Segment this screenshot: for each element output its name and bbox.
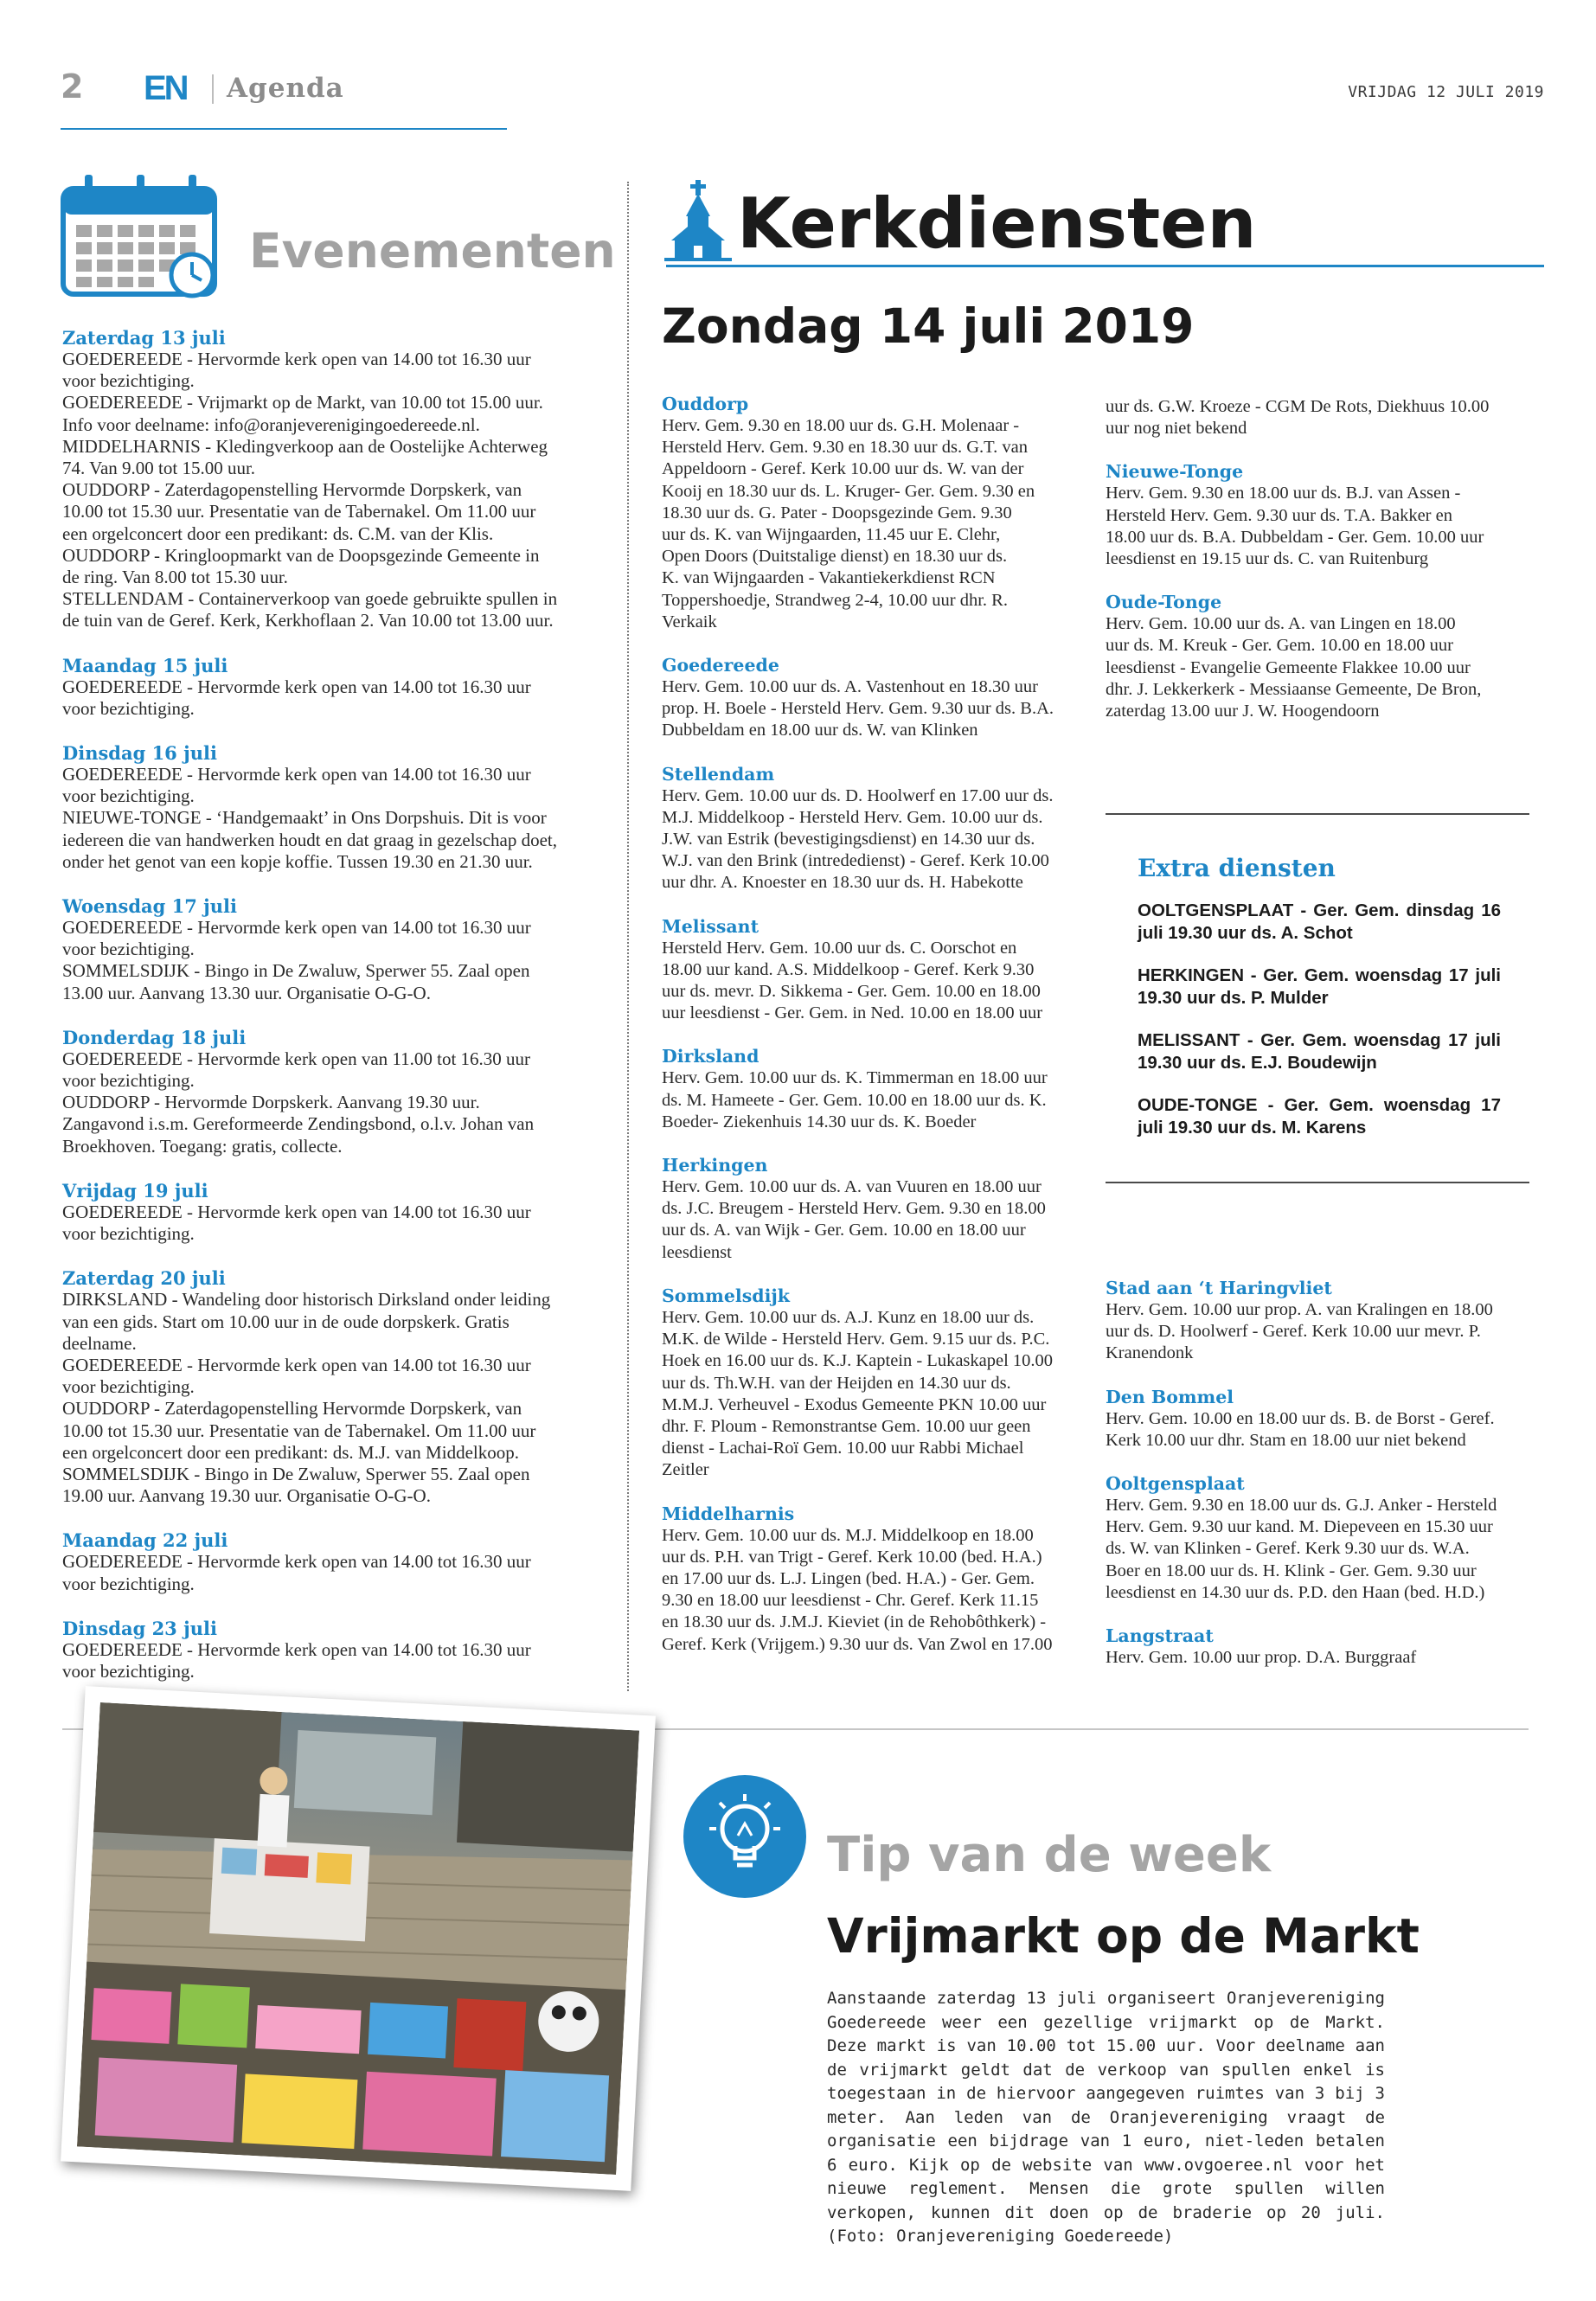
place-heading: Ooltgensplaat xyxy=(1106,1473,1245,1495)
service-text: Hersteld Herv. Gem. 10.00 uur ds. C. Oorschot en 18.00 uur kand. A.S. Middelkoop - Geref. Kerk 9.30 uur ds. mevr. D. Sikkema - Ger. Gem. 10.00 en 18.00 uur leesdienst - Ger. Gem. in Ned. 10.00 en 18.00 uur xyxy=(662,938,1043,1023)
evenementen-title: Evenementen xyxy=(249,223,616,279)
place-heading: Nieuwe-Tonge xyxy=(1106,461,1244,483)
header-rule xyxy=(61,128,507,130)
place-heading: Langstraat xyxy=(1106,1625,1214,1647)
event-day-heading: Dinsdag 16 juli xyxy=(62,742,217,765)
issue-date: VRIJDAG 12 JULI 2019 xyxy=(1348,83,1544,101)
service-text: Herv. Gem. 10.00 uur ds. D. Hoolwerf en 17.00 uur ds. M.J. Middelkoop - Hersteld Herv. Gem. 10.00 uur ds. J.W. van Estrik (bevestigingsdienst) en 14.30 uur ds. W.J. van den Brink (intrededienst) - Geref. Kerk 10.00 uur dhr. A. Knoester en 18.30 uur ds. H. Habekotte xyxy=(662,785,1054,893)
extra-service-item: MELISSANT - Ger. Gem. woensdag 17 juli 19.30 uur ds. E.J. Boudewijn xyxy=(1138,1030,1501,1073)
service-text: Herv. Gem. 10.00 uur ds. A.J. Kunz en 18.00 uur ds. M.K. de Wilde - Hersteld Herv. Gem. 9.15 uur ds. P.C. Hoek en 16.00 uur ds. K.J. Kaptein - Lukaskapel 10.00 uur ds. Th.W.H. van der Heijden en 14.30 uur ds. M.M.J. Verheuvel - Exodus Gemeente PKN 10.00 uur dhr. F. Ploum - Remonstrantse Gem. 10.00 uur geen dienst - Lachai-Roï Gem. 10.00 uur Rabbi Michael Zeitler xyxy=(662,1307,1054,1480)
kerkdiensten-title: Kerkdiensten xyxy=(737,183,1257,264)
place-heading: Goedereede xyxy=(662,655,779,676)
event-day-text: GOEDEREEDE - Hervormde kerk open van 14.00 tot 16.30 uur voor bezichtiging. xyxy=(62,1551,531,1594)
service-text: Herv. Gem. 10.00 en 18.00 uur ds. B. de Borst - Geref. Kerk 10.00 uur dhr. Stam en 18.00 uur niet bekend xyxy=(1106,1408,1495,1450)
list-item xyxy=(62,327,592,632)
list-item xyxy=(62,1529,592,1594)
list-item xyxy=(62,1267,592,1507)
place-heading: Middelharnis xyxy=(662,1503,795,1524)
extra-rule-top xyxy=(1106,813,1529,815)
market-photo-image xyxy=(77,1702,639,2175)
list-item xyxy=(1106,461,1534,570)
event-day-heading: Dinsdag 23 juli xyxy=(62,1617,217,1639)
extra-service-item: OOLTGENSPLAAT - Ger. Gem. dinsdag 16 juli 19.30 uur ds. A. Schot xyxy=(1138,901,1501,943)
list-item xyxy=(62,742,592,873)
extra-service-item: OUDE-TONGE - Ger. Gem. woensdag 17 juli 19.30 uur ds. M. Karens xyxy=(1138,1095,1501,1138)
column-divider xyxy=(627,182,629,1691)
service-text: Herv. Gem. 9.30 en 18.00 uur ds. G.H. Molenaar - Hersteld Herv. Gem. 9.30 en 18.30 uur ds. G.T. van Appeldoorn - Geref. Kerk 10.00 uur ds. W. van der Kooij en 18.30 uur ds. L. Kruger- Ger. Gem. 9.30 en 18.30 uur ds. G. Pater - Doopsgezinde Gem. 9.30 uur ds. K. van Wijngaarden, 11.45 uur E. Clehr, Open Doors (Duitstalige dienst) en 18.30 uur ds. K. van Wijngaarden - Vakantiekerkdienst RCN Toppershoedje, Strandweg 2-4, 10.00 uur dhr. R. Verkaik xyxy=(662,416,1035,631)
header-separator xyxy=(212,74,214,104)
list-item xyxy=(662,764,1090,894)
place-heading: Dirksland xyxy=(662,1046,760,1067)
event-day-heading: Maandag 22 juli xyxy=(62,1529,228,1552)
list-item xyxy=(1106,1625,1538,1669)
event-day-heading: Woensdag 17 juli xyxy=(62,895,237,918)
tip-badge xyxy=(683,1775,806,1898)
place-heading: Stellendam xyxy=(662,763,775,785)
market-photo xyxy=(61,1686,656,2191)
service-text: Herv. Gem. 10.00 uur prop. D.A. Burggraaf xyxy=(1106,1648,1417,1668)
list-item xyxy=(662,1285,1090,1482)
services-column-3 xyxy=(1106,1278,1538,1690)
lightbulb-icon xyxy=(683,1775,806,1898)
list-item xyxy=(662,916,1090,1025)
event-day-text: GOEDEREEDE - Hervormde kerk open van 14.00 tot 16.30 uur voor bezichtiging. GOEDEREEDE - Vrijmarkt op de Markt, van 10.00 tot 15.00 uur. Info voor deelname: info@oranjeverenigingoedereede.nl. MIDDELHARNIS - Kledingverkoop aan de Oostelijke Achterweg 74. Van 9.00 tot 15.00 uur. OUDDORP - Zaterdagopenstelling Hervormde Dorpskerk, van 10.00 tot 15.30 uur. Presentatie van de Tabernakel. Om 11.00 uur een orgelconcert door een predikant: ds. C.M. van der Klis. OUDDORP - Kringloopmarkt van de Doopsgezinde Gemeente in de ring. Van 8.00 tot 15.30 uur. STELLENDAM - Containerverkoop van goede gebruikte spullen in de tuin van de Geref. Kerk, Kerkhoflaan 2. Van 10.00 tot 13.00 uur. xyxy=(62,349,558,631)
service-text: Herv. Gem. 10.00 uur ds. A. van Lingen en 18.00 uur ds. M. Kreuk - Ger. Gem. 10.00 en 18.00 uur leesdienst - Evangelie Gemeente Flakkee 10.00 uur dhr. J. Lekkerkerk - Messiaanse Gemeente, De Bron, zaterdag 13.00 uur J. W. Hoogendoorn xyxy=(1106,614,1482,721)
tip-title: Tip van de week xyxy=(827,1827,1272,1883)
list-item xyxy=(1106,592,1534,722)
place-heading: Stad aan ‘t Haringvliet xyxy=(1106,1278,1332,1298)
event-day-text: GOEDEREEDE - Hervormde kerk open van 14.00 tot 16.30 uur voor bezichtiging. xyxy=(62,676,531,719)
extra-diensten-title: Extra diensten xyxy=(1138,854,1336,882)
list-item xyxy=(62,655,592,720)
event-day-text: GOEDEREEDE - Hervormde kerk open van 14.00 tot 16.30 uur voor bezichtiging. xyxy=(62,1638,531,1682)
church-icon xyxy=(664,180,732,263)
service-text: Herv. Gem. 10.00 uur ds. K. Timmerman en 18.00 uur ds. M. Hameete - Ger. Gem. 10.00 en 18.00 uur ds. K. Boeder- Ziekenhuis 14.30 uur ds. K. Boeder xyxy=(662,1068,1048,1131)
list-item xyxy=(662,655,1090,742)
list-item xyxy=(1106,1278,1538,1365)
services-column-2 xyxy=(1106,396,1534,744)
services-column-1 xyxy=(662,394,1090,1677)
extra-service-item: HERKINGEN - Ger. Gem. woensdag 17 juli 19.30 uur ds. P. Mulder xyxy=(1138,965,1501,1008)
event-day-text: GOEDEREEDE - Hervormde kerk open van 14.00 tot 16.30 uur voor bezichtiging. SOMMELSDIJK - Bingo in De Zwaluw, Sperwer 55. Zaal open 13.00 uur. Aanvang 13.30 uur. Organisatie O-G-O. xyxy=(62,917,531,1003)
event-day-text: GOEDEREEDE - Hervormde kerk open van 11.00 tot 16.30 uur voor bezichtiging. OUDDORP - Hervormde Dorpskerk. Aanvang 19.30 uur. Zangavond i.s.m. Gereformeerde Zendingsbond, o.l.v. Johan van Broekhoven. Toegang: gratis, collecte. xyxy=(62,1048,535,1157)
list-item xyxy=(62,1180,592,1245)
service-continuation: uur ds. G.W. Kroeze - CGM De Rots, Diekhuus 10.00 uur nog niet bekend xyxy=(1106,397,1490,439)
extra-diensten-list xyxy=(1138,900,1501,1159)
list-item xyxy=(662,1503,1090,1656)
place-heading: Den Bommel xyxy=(1106,1386,1234,1407)
section-label: Agenda xyxy=(227,73,344,104)
service-date: Zondag 14 juli 2019 xyxy=(662,298,1195,354)
place-heading: Sommelsdijk xyxy=(662,1285,790,1306)
service-text: Herv. Gem. 9.30 en 18.00 uur ds. G.J. Anker - Hersteld Herv. Gem. 9.30 uur kand. M. Diepeveen en 15.30 uur ds. W. van Klinken - Geref. Kerk 9.30 uur ds. W.A. Boer en 18.00 uur ds. H. Klink - Ger. Gem. 9.30 uur leesdienst en 14.30 uur ds. P.D. den Haan (bed. H.D.) xyxy=(1106,1496,1497,1602)
place-heading: Herkingen xyxy=(662,1155,768,1176)
list-item xyxy=(62,895,592,1004)
list-item xyxy=(662,1046,1090,1133)
event-day-heading: Maandag 15 juli xyxy=(62,654,228,676)
event-day-text: GOEDEREEDE - Hervormde kerk open van 14.00 tot 16.30 uur voor bezichtiging. NIEUWE-TONGE - ‘Handgemaakt’ in Ons Dorpshuis. Dit is voor iedereen die van handwerken houdt en dat graag in gezelschap doet, onder het genot van een kopje koffie. Tussen 19.30 en 21.30 uur. xyxy=(62,764,558,872)
event-day-heading: Donderdag 18 juli xyxy=(62,1026,247,1048)
service-text: Herv. Gem. 10.00 uur ds. M.J. Middelkoop en 18.00 uur ds. P.H. van Trigt - Geref. Kerk 10.00 (bed. H.A.) en 17.00 uur ds. L.J. Lingen (bed. H.A.) - Ger. Gem. 9.30 en 18.00 uur leesdienst - Chr. Geref. Kerk 11.15 en 18.30 uur ds. J.M.J. Kieviet (in de Rehobôthkerk) - Geref. Kerk (Vrijgem.) 9.30 uur ds. Van Zwol en 17.00 xyxy=(662,1525,1053,1654)
place-heading: Oude-Tonge xyxy=(1106,592,1222,613)
extra-rule-bottom xyxy=(1106,1182,1529,1183)
tip-body: Aanstaande zaterdag 13 juli organiseert Oranjevereniging Goedereede weer een gezellige vrijmarkt op de Markt. Deze markt is van 10.00 tot 15.00 uur. Voor deelname aan de vrijmarkt geldt dat de verkoop van spullen enkel is toegestaan in de hiervoor aangegeven ruimtes van 3 bij 3 meter. Aan leden van de Oranjevereniging vraagt de organisatie een bijdrage van 1 euro, niet-leden betalen 6 euro. Kijk op de website van www.ovgoeree.nl voor het nieuwe reglement. Mensen die grote spullen willen verkopen, kunnen dit doen op de braderie op 20 juli. (Foto: Oranjevereniging Goedereede) xyxy=(827,1989,1385,2246)
tip-headline: Vrijmarkt op de Markt xyxy=(827,1908,1420,1964)
place-heading: Ouddorp xyxy=(662,394,749,414)
list-item xyxy=(62,1618,592,1682)
events-list xyxy=(62,327,592,1705)
calendar-clock-icon xyxy=(61,173,220,299)
event-day-heading: Zaterdag 13 juli xyxy=(62,327,226,349)
event-day-heading: Zaterdag 20 juli xyxy=(62,1267,226,1290)
service-text: Herv. Gem. 10.00 uur ds. A. Vastenhout en 18.30 uur prop. H. Boele - Hersteld Herv. Gem. 9.30 uur ds. B.A. Dubbeldam en 18.00 uur ds. W. van Klinken xyxy=(662,677,1054,740)
place-heading: Melissant xyxy=(662,915,760,937)
kerkdiensten-rule xyxy=(666,265,1544,267)
page-number: 2 xyxy=(61,67,84,106)
service-text: Herv. Gem. 9.30 en 18.00 uur ds. B.J. van Assen - Hersteld Herv. Gem. 9.30 uur ds. T.A. Bakker en 18.00 uur ds. B.A. Dubbeldam - Ger. Gem. 10.00 uur leesdienst en 19.15 uur ds. C. van Ruitenburg xyxy=(1106,484,1484,569)
list-item xyxy=(1106,1387,1538,1452)
service-text: Herv. Gem. 10.00 uur ds. A. van Vuuren en 18.00 uur ds. J.C. Breugem - Hersteld Herv. Gem. 9.30 en 18.00 uur ds. A. van Wijk - Ger. Gem. 10.00 en 18.00 uur leesdienst xyxy=(662,1177,1046,1262)
event-day-text: DIRKSLAND - Wandeling door historisch Dirksland onder leiding van een gids. Start om 10.00 uur in de oude dorpskerk. Gratis deelname. GOEDEREEDE - Hervormde kerk open van 14.00 tot 16.30 uur voor bezichtiging. OUDDORP - Zaterdagopenstelling Hervormde Dorpskerk, van 10.00 tot 15.30 uur. Presentatie van de Tabernakel. Om 11.00 uur een orgelconcert door een predikant: ds. M.J. van Middelkoop. SOMMELSDIJK - Bingo in De Zwaluw, Sperwer 55. Zaal open 19.00 uur. Aanvang 19.30 uur. Organisatie O-G-O. xyxy=(62,1289,551,1507)
newspaper-logo: EN xyxy=(144,69,187,107)
event-day-heading: Vrijdag 19 juli xyxy=(62,1179,208,1202)
list-item xyxy=(662,394,1090,633)
list-item xyxy=(662,1155,1090,1264)
event-day-text: GOEDEREEDE - Hervormde kerk open van 14.00 tot 16.30 uur voor bezichtiging. xyxy=(62,1201,531,1245)
service-text: Herv. Gem. 10.00 uur prop. A. van Kralingen en 18.00 uur ds. D. Hoolwerf - Geref. Kerk 10.00 uur mevr. P. Kranendonk xyxy=(1106,1300,1493,1363)
list-item xyxy=(1106,1473,1538,1604)
list-item xyxy=(62,1027,592,1157)
